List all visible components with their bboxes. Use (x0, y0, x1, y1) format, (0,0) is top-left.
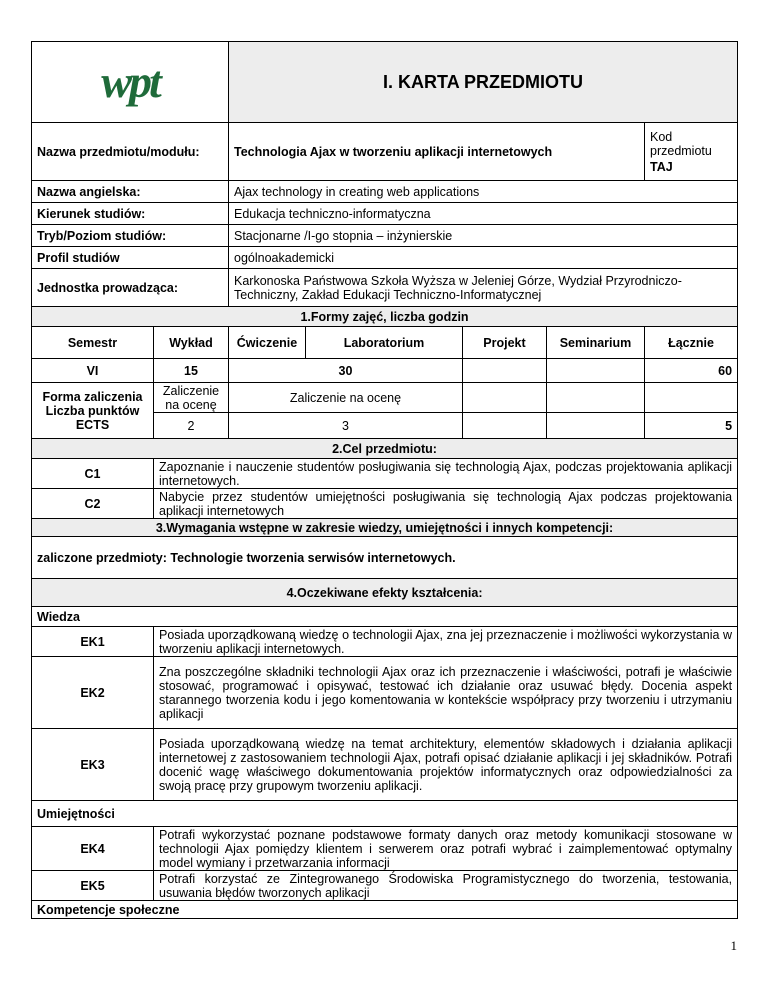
total-assessment (645, 383, 738, 413)
study-mode-label: Tryb/Poziom studiów: (32, 225, 229, 247)
semester-value: VI (32, 359, 154, 383)
header-seminar: Seminarium (547, 327, 645, 359)
outcome-text-ek1: Posiada uporządkowaną wiedzę o technologii Ajax, zna jej przeznaczenie i możliwości wykorzystania w tworzeniu aplikacji internetowych. (154, 627, 738, 657)
profile-value: ogólnoakademicki (229, 247, 738, 269)
outcome-code-ek4: EK4 (32, 827, 154, 871)
seminar-ects (547, 413, 645, 439)
outcome-code-ek3: EK3 (32, 729, 154, 801)
goal-text-c1: Zapoznanie i nauczenie studentów posługiwania się technologią Ajax, podczas projektowania aplikacji internetowych. (154, 459, 738, 489)
outcome-text-ek4: Potrafi wykorzystać poznane podstawowe formaty danych oraz metody komunikacji stosowane w technologii Ajax pomiędzy klientem i serwerem oraz potrafi wybrać i zaimplementować optymalny model wymiany i przetwarzania informacji (154, 827, 738, 871)
study-mode-value: Stacjonarne /I-go stopnia – inżynierskie (229, 225, 738, 247)
course-code-value: TAJ (650, 159, 673, 174)
direction-value: Edukacja techniczno-informatyczna (229, 203, 738, 225)
goal-code-c1: C1 (32, 459, 154, 489)
header-laboratory: Laboratorium (306, 327, 463, 359)
seminar-hours (547, 359, 645, 383)
direction-label: Kierunek studiów: (32, 203, 229, 225)
project-hours (463, 359, 547, 383)
lecture-assessment: Zaliczenie na ocenę (154, 383, 229, 413)
profile-label: Profil studiów (32, 247, 229, 269)
requirements-text: zaliczone przedmioty: Technologie tworzenia serwisów internetowych. (32, 537, 738, 579)
lecture-hours: 15 (154, 359, 229, 383)
page-number: 1 (730, 938, 737, 953)
ects-label: Liczba punktów ECTS (45, 403, 140, 432)
skills-label: Umiejętności (32, 801, 738, 827)
page-title: I. KARTA PRZEDMIOTU (229, 42, 738, 123)
outcome-code-ek1: EK1 (32, 627, 154, 657)
assessment-ects-label-cell (32, 383, 154, 439)
course-card-table (31, 41, 738, 919)
lab-ects: 3 (229, 413, 463, 439)
lab-assessment: Zaliczenie na ocenę (229, 383, 463, 413)
header-total: Łącznie (645, 327, 738, 359)
knowledge-label: Wiedza (32, 607, 738, 627)
wpt-logo: wpt (101, 56, 159, 107)
unit-label: Jednostka prowadząca: (32, 269, 229, 307)
header-semester: Semestr (32, 327, 154, 359)
outcome-code-ek2: EK2 (32, 657, 154, 729)
forms-section-title: 1.Formy zajęć, liczba godzin (32, 307, 738, 327)
course-card (31, 41, 737, 919)
outcomes-section-title: 4.Oczekiwane efekty kształcenia: (32, 579, 738, 607)
outcome-text-ek5: Potrafi korzystać ze Zintegrowanego Środowiska Programistycznego do tworzenia, testowania, usuwania błędów tworzonych aplikacji (154, 871, 738, 901)
unit-value: Karkonoska Państwowa Szkoła Wyższa w Jeleniej Górze, Wydział Przyrodniczo-Techniczny, Zakład Edukacji Techniczno-Informatycznej (229, 269, 738, 307)
assessment-form-label: Forma zaliczenia (42, 389, 143, 404)
header-lecture: Wykład (154, 327, 229, 359)
lecture-ects: 2 (154, 413, 229, 439)
course-name-label: Nazwa przedmiotu/modułu: (32, 123, 229, 181)
lab-hours: 30 (229, 359, 463, 383)
outcome-text-ek3: Posiada uporządkowaną wiedzę na temat architektury, elementów składowych i działania aplikacji internetowej z zastosowaniem technologii Ajax, potrafi opisać działanie aplikacji i jej składników. Potrafi docenić wagę właściwego dokumentowania projektów informatycznych oraz odpowiedzialności za swoją pracę przy grupowym tworzeniu aplikacji. (154, 729, 738, 801)
goal-code-c2: C2 (32, 489, 154, 519)
goal-text-c2: Nabycie przez studentów umiejętności posługiwania się technologią Ajax podczas projektowania aplikacji internetowych (154, 489, 738, 519)
project-assessment (463, 383, 547, 413)
course-code-label: Kod przedmiotu (650, 129, 712, 158)
goals-section-title: 2.Cel przedmiotu: (32, 439, 738, 459)
total-ects: 5 (645, 413, 738, 439)
header-exercise: Ćwiczenie (229, 327, 306, 359)
logo-cell (32, 42, 229, 123)
outcome-code-ek5: EK5 (32, 871, 154, 901)
seminar-assessment (547, 383, 645, 413)
english-name-label: Nazwa angielska: (32, 181, 229, 203)
social-competences-label: Kompetencje społeczne (32, 901, 738, 919)
course-name-value: Technologia Ajax w tworzeniu aplikacji internetowych (229, 123, 645, 181)
requirements-section-title: 3.Wymagania wstępne w zakresie wiedzy, umiejętności i innych kompetencji: (32, 519, 738, 537)
header-project: Projekt (463, 327, 547, 359)
outcome-text-ek2: Zna poszczególne składniki technologii Ajax oraz ich przeznaczenie i właściwości, potrafi je właściwie stosować, programować i opisywać, testować ich działanie oraz usuwać błędy. Docenia aspekt starannego tworzenia kodu i jego komentowania w kontekście współpracy przy tworzeniu i utrzymaniu aplikacji (154, 657, 738, 729)
project-ects (463, 413, 547, 439)
english-name-value: Ajax technology in creating web applications (229, 181, 738, 203)
course-code-cell (645, 123, 738, 181)
total-hours: 60 (645, 359, 738, 383)
